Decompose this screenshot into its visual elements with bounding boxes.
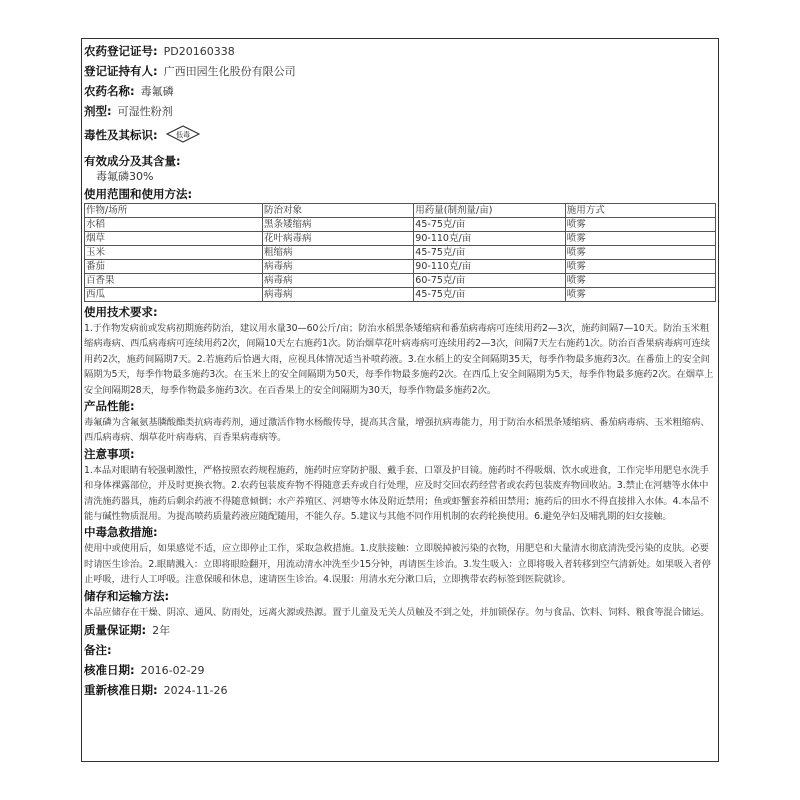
method-cell: 喷雾 xyxy=(565,232,715,246)
pesticide-name-label: 农药名称: xyxy=(84,84,135,98)
cautions-text: 1.本品对眼睛有较强刺激性，严格按照农药规程施药，施药时应穿防护服、戴手套、口罩及护目镜。施药时不得吸烟、饮水或进食，工作完毕用肥皂水洗手和身体裸露部位，并及时更换衣物。2.农药包装废弃物不得随意丢弃或自行处理，应及时交回农药经营者或农药包装废弃物回收站。3.禁止在河塘等水体中清洗施药器具，施药后剩余药液不得随意倾倒；水产养殖区、河塘等水体及附近禁用；鱼或虾蟹套养稻田禁用；施药后的田水不得直接排入水体。4.本品不能与碱性物质混用。为提高喷药质量药液应随配随用，不能久存。5.建议与其他不同作用机制的农药轮换使用。6.避免孕妇及哺乳期的妇女接触。 xyxy=(84,464,709,523)
holder-row xyxy=(84,61,716,81)
table-row xyxy=(85,288,716,302)
registration-number-value: PD20160338 xyxy=(163,45,235,58)
registration-number-row xyxy=(84,41,716,61)
method-cell: 喷雾 xyxy=(565,288,715,302)
reapproval-date-row xyxy=(84,680,716,700)
low-toxicity-icon xyxy=(166,125,200,148)
method-cell: 喷雾 xyxy=(565,260,715,274)
approval-date-label: 核准日期: xyxy=(84,663,135,678)
dosage-cell: 45-75克/亩 xyxy=(414,288,565,302)
shelf-life-label: 质量保证期: xyxy=(84,623,147,638)
pesticide-registration-document xyxy=(81,38,719,762)
dosage-cell: 45-75克/亩 xyxy=(414,246,565,260)
crop-cell: 番茄 xyxy=(85,260,263,274)
cautions-label: 注意事项: xyxy=(84,446,135,461)
toxicity-row xyxy=(84,121,716,147)
first-aid-text: 使用中或使用后，如果感觉不适，应立即停止工作，采取急救措施。1.皮肤接触：立即脱掉被污染的衣物，用肥皂和大量清水彻底清洗受污染的皮肤。必要时请医生诊治。2.眼睛溅入：立即将眼睑翻开，用流动清水冲洗至少15分钟，再请医生诊治。3.发生吸入：立即将吸入者转移到空气清新处。如果吸入者停止呼吸，进行人工呼吸。注意保暖和休息，速请医生诊治。4.误服：用清水充分漱口后，立即携带农药标签到医院就诊。 xyxy=(84,543,711,586)
formulation-label: 剂型: xyxy=(84,104,112,118)
toxicity-label: 毒性及其标识: xyxy=(84,128,158,142)
header-dosage: 用药量(制剂量/亩) xyxy=(414,204,565,218)
dosage-cell: 90-110克/亩 xyxy=(414,260,565,274)
first-aid-label: 中毒急救措施: xyxy=(84,525,158,540)
usage-section-label: 使用范围和使用方法: xyxy=(84,187,193,201)
method-cell: 喷雾 xyxy=(565,274,715,288)
reapproval-date-value: 2024-11-26 xyxy=(163,684,228,698)
storage-label: 储存和运输方法: xyxy=(84,588,170,603)
tech-requirements-text: 1.于作物发病前或发病初期施药防治，建议用水量30—60公斤/亩；防治水稻黑条矮缩病和番茄病毒病可连续用药2—3次，施药间隔7—10天。防治玉米粗缩病毒病、西瓜病毒病可连续用药2次，间隔10天左右施药1次。防治烟草花叶病毒病可连续用药2—3次，间隔7天左右施药1次。防治百香果病毒病可连续用药2次，施药间隔期7天。2.若施药后恰遇大雨，应视具体情况适当补喷药液。3.在水稻上的安全间隔期35天，每季作物最多施药3次。在番茄上的安全间隔期为5天，每季作物最多施药3次。在玉米上的安全间隔期为50天，每季作物最多施药2次。在西瓜上安全间隔期为5天，每季作物最多施药2次。在烟草上安全间隔期28天，每季作物最多施药3次。在百香果上的安全间隔期为30天，每季作物最多施药2次。 xyxy=(84,323,714,396)
header-method: 施用方式 xyxy=(565,204,715,218)
performance-text: 毒氟磷为含氟氨基膦酸酯类抗病毒药剂，通过激活作物水杨酸传导，提高其含量，增强抗病毒能力，用于防治水稻黑条矮缩病、番茄病毒病、玉米粗缩病、西瓜病毒病、烟草花叶病毒病、百香果病毒病等。 xyxy=(84,417,710,444)
method-cell: 喷雾 xyxy=(565,218,715,232)
formulation-value: 可湿性粉剂 xyxy=(117,105,173,118)
crop-cell: 玉米 xyxy=(85,246,263,260)
dosage-cell: 45-75克/亩 xyxy=(414,218,565,232)
target-cell: 病毒病 xyxy=(263,260,414,274)
crop-cell: 西瓜 xyxy=(85,288,263,302)
header-crop: 作物/场所 xyxy=(85,204,263,218)
crop-cell: 百香果 xyxy=(85,274,263,288)
holder-label: 登记证持有人: xyxy=(84,64,158,78)
table-row xyxy=(85,232,716,246)
table-row xyxy=(85,218,716,232)
crop-cell: 水稻 xyxy=(85,218,263,232)
table-row xyxy=(85,246,716,260)
remarks-row xyxy=(84,640,716,660)
header-target: 防治对象 xyxy=(263,204,414,218)
tech-requirements-label: 使用技术要求: xyxy=(84,305,158,319)
crop-cell: 烟草 xyxy=(85,232,263,246)
performance-label: 产品性能: xyxy=(84,399,135,414)
approval-date-value: 2016-02-29 xyxy=(140,664,205,678)
holder-value: 广西田园生化股份有限公司 xyxy=(163,65,296,78)
target-cell: 病毒病 xyxy=(263,288,414,302)
usage-table xyxy=(84,203,716,302)
dosage-cell: 90-110克/亩 xyxy=(414,232,565,246)
shelf-life-value: 2年 xyxy=(152,624,171,638)
formulation-row xyxy=(84,101,716,121)
shelf-life-row xyxy=(84,620,716,640)
method-cell: 喷雾 xyxy=(565,246,715,260)
usage-table-header xyxy=(85,204,716,218)
target-cell: 黑条矮缩病 xyxy=(263,218,414,232)
reapproval-date-label: 重新核准日期: xyxy=(84,683,158,698)
dosage-cell: 60-75克/亩 xyxy=(414,274,565,288)
target-cell: 花叶病毒病 xyxy=(263,232,414,246)
ingredient-value: 毒氟磷30% xyxy=(96,170,154,183)
approval-date-row xyxy=(84,660,716,680)
pesticide-name-row xyxy=(84,81,716,101)
table-row xyxy=(85,274,716,288)
remarks-label: 备注: xyxy=(84,643,112,658)
table-row xyxy=(85,260,716,274)
storage-text: 本品应储存在干燥、阴凉、通风、防雨处，远离火源或热源。置于儿童及无关人员触及不到之处，并加锁保存。勿与食品、饮料、饲料、粮食等混合储运。 xyxy=(84,606,710,618)
ingredient-label: 有效成分及其含量: xyxy=(84,154,181,168)
target-cell: 粗缩病 xyxy=(263,246,414,260)
registration-number-label: 农药登记证号: xyxy=(84,44,158,58)
toxicity-badge-text: 低毒 xyxy=(175,131,190,139)
target-cell: 病毒病 xyxy=(263,274,414,288)
pesticide-name-value: 毒氟磷 xyxy=(140,85,174,98)
